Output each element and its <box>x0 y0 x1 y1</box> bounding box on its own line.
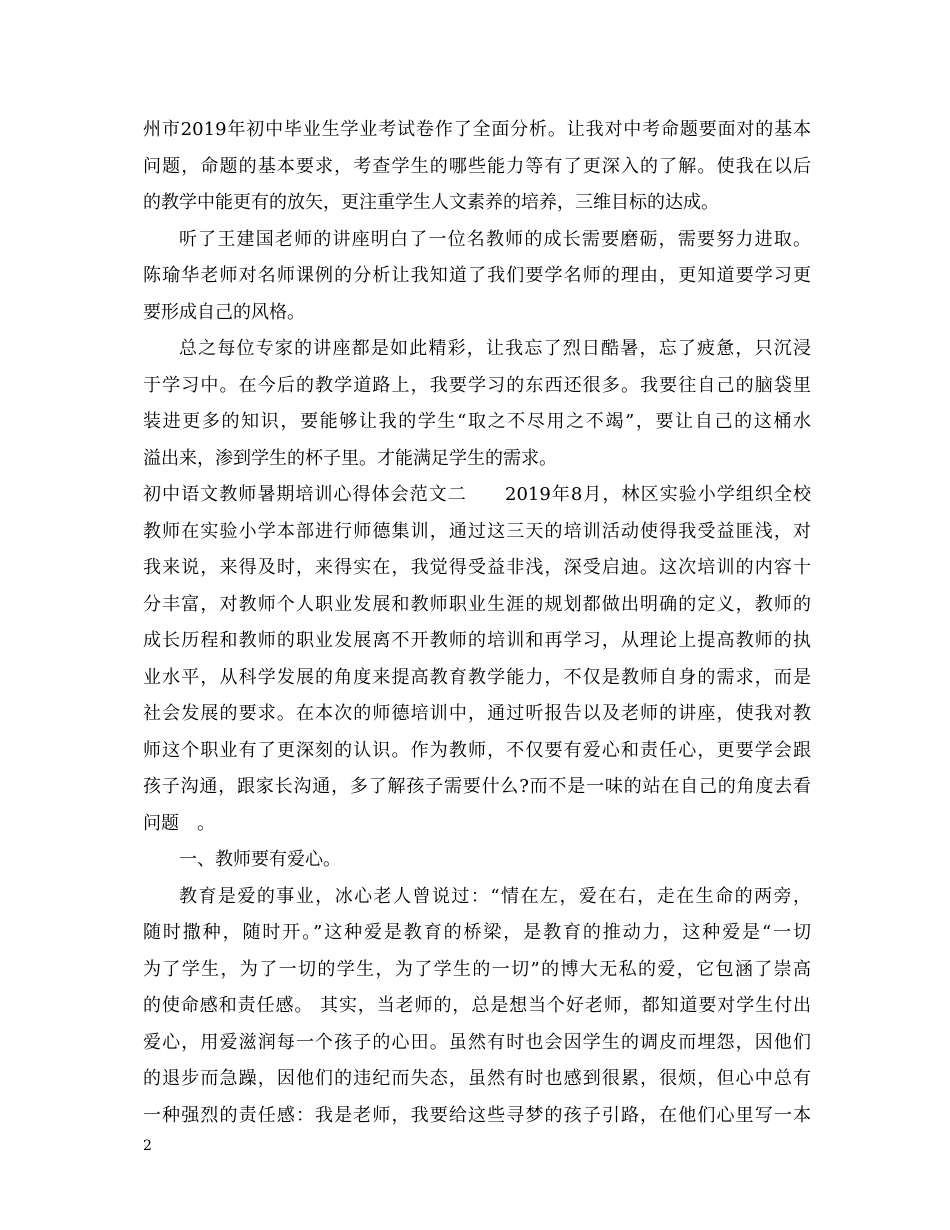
text-line: 业水平，从科学发展的角度来提高教育教学能力，不仅是教师自身的需求，而是 <box>143 666 811 688</box>
text-line: 我来说，来得及时，来得实在，我觉得受益非浅，深受启迪。这次培训的内容十 <box>143 557 811 578</box>
text-line: 孩子沟通，跟家长沟通，多了解孩子需要什么?而不是一味的站在自己的角度去看 <box>143 776 811 797</box>
text-line: 总之每位专家的讲座都是如此精彩，让我忘了烈日酷暑，忘了疲惫，只沉浸 <box>179 338 811 359</box>
text-line: 成长历程和教师的职业发展离不开教师的培训和再学习，从理论上提高教师的执 <box>143 630 811 651</box>
page-number: 2 <box>143 1138 152 1154</box>
text-line: 爱心，用爱滋润每一个孩子的心田。虽然有时也会因学生的调皮而埋怨，因他们 <box>143 1031 811 1053</box>
text-line: 一、教师要有爱心。 <box>179 849 341 870</box>
text-line: 问题 。 <box>143 812 215 834</box>
text-line: 的退步而急躁，因他们的违纪而失态，虽然有时也感到很累，很烦，但心中总有 <box>143 1068 811 1089</box>
text-line: 随时撒种，随时开。”这种爱是教育的桥梁，是教育的推动力，这种爱是“一切 <box>143 922 811 943</box>
text-line: 教育是爱的事业，冰心老人曾说过：“情在左，爱在右，走在生命的两旁， <box>179 885 811 907</box>
text-line: 州市2019年初中毕业生学业考试卷作了全面分析。让我对中考命题要面对的基本 <box>143 119 811 140</box>
text-line: 分丰富，对教师个人职业发展和教师职业生涯的规划都做出明确的定义，教师的 <box>143 593 811 615</box>
text-line: 要形成自己的风格。 <box>143 301 305 323</box>
text-line: 陈瑜华老师对名师课例的分析让我知道了我们要学名师的理由，更知道要学习更 <box>143 265 811 286</box>
text-line: 问题，命题的基本要求，考查学生的哪些能力等有了更深入的了解。使我在以后 <box>143 155 811 177</box>
text-line: 初中语文教师暑期培训心得体会范文二 2019年8月，林区实验小学组织全校 <box>143 484 811 505</box>
text-line: 听了王建国老师的讲座明白了一位名教师的成长需要磨砺，需要努力进取。 <box>179 228 811 250</box>
text-line: 教师在实验小学本部进行师德集训，通过这三天的培训活动使得我受益匪浅，对 <box>143 520 811 542</box>
body-text <box>143 112 811 1134</box>
text-line: 于学习中。在今后的教学道路上，我要学习的东西还很多。我要往自己的脑袋里 <box>143 374 811 396</box>
text-line: 的教学中能更有的放矢，更注重学生人文素养的培养，三维目标的达成。 <box>143 192 719 213</box>
text-line: 一种强烈的责任感：我是老师，我要给这些寻梦的孩子引路，在他们心里写一本 <box>143 1104 811 1126</box>
text-line: 为了学生，为了一切的学生，为了学生的一切”的博大无私的爱，它包涵了崇高 <box>143 958 811 980</box>
text-line: 的使命感和责任感。 其实，当老师的，总是想当个好老师，都知道要对学生付出 <box>143 995 811 1016</box>
text-line: 溢出来，渗到学生的杯子里。才能满足学生的需求。 <box>143 447 557 469</box>
text-line: 社会发展的要求。在本次的师德培训中，通过听报告以及老师的讲座，使我对教 <box>143 703 811 724</box>
text-line: 师这个职业有了更深刻的认识。作为教师，不仅要有爱心和责任心，更要学会跟 <box>143 739 811 761</box>
text-line: 装进更多的知识，要能够让我的学生“取之不尽用之不竭”，要让自己的这桶水 <box>143 411 811 432</box>
